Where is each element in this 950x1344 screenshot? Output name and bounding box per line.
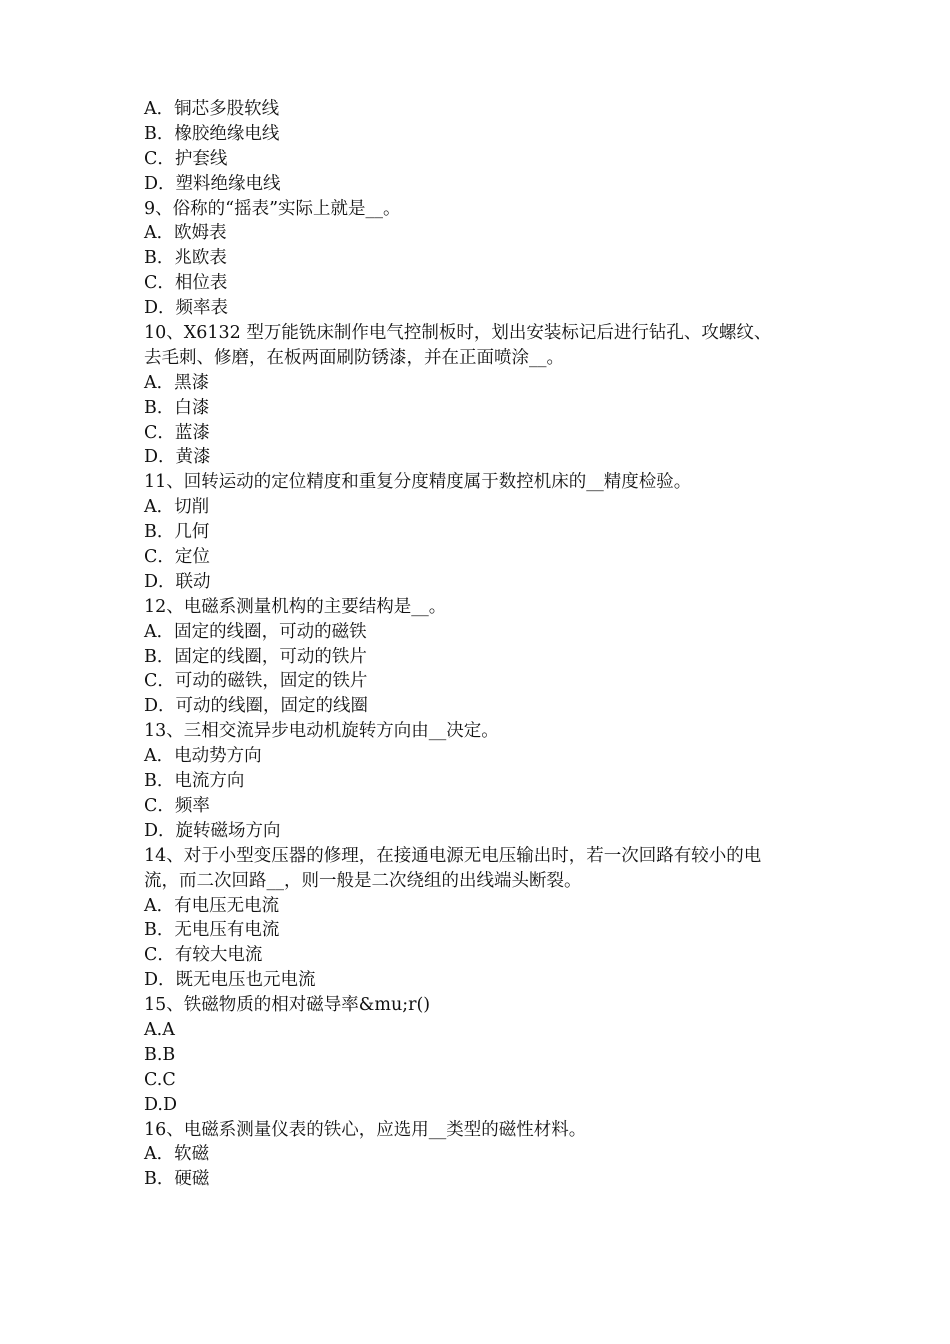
text-line: A．有电压无电流 <box>144 895 280 916</box>
text-line: 去毛刺、修磨，在板两面刷防锈漆，并在正面喷涂__。 <box>144 347 564 368</box>
text-line: D．黄漆 <box>144 447 211 468</box>
text-line: A．黑漆 <box>144 372 210 393</box>
text-line: B．兆欧表 <box>144 248 227 269</box>
text-line: A．固定的线圈，可动的磁铁 <box>144 621 367 642</box>
text-line: C．可动的磁铁，固定的铁片 <box>144 671 368 692</box>
text-line: C．频率 <box>144 795 210 816</box>
text-line: B.B <box>144 1044 176 1065</box>
question-text: 13、三相交流异步电动机旋转方向由__决定。 <box>144 721 499 742</box>
text-line: D．频率表 <box>144 298 229 319</box>
text-line: A．欧姆表 <box>144 223 227 244</box>
text-line: A．软磁 <box>144 1144 210 1165</box>
question-text: 11、回转运动的定位精度和重复分度精度属于数控机床的__精度检验。 <box>144 472 692 493</box>
text-line: A.A <box>144 1019 175 1040</box>
text-line: D．旋转磁场方向 <box>144 820 281 841</box>
text-line: B．固定的线圈，可动的铁片 <box>144 646 367 667</box>
text-line: C．护套线 <box>144 148 228 169</box>
text-line: B．电流方向 <box>144 771 245 792</box>
text-line: A．电动势方向 <box>144 746 262 767</box>
text-line: B．硬磁 <box>144 1169 210 1190</box>
question-text: 12、电磁系测量机构的主要结构是__。 <box>144 596 447 617</box>
question-text: 9、俗称的“摇表”实际上就是__。 <box>144 198 401 219</box>
text-line: C．定位 <box>144 547 210 568</box>
text-line: B．几何 <box>144 522 210 543</box>
question-text: 15、铁磁物质的相对磁导率&mu;r() <box>144 995 431 1016</box>
text-line: B．无电压有电流 <box>144 920 280 941</box>
text-line: A．切削 <box>144 497 210 518</box>
text-line: C．相位表 <box>144 273 228 294</box>
text-line: D．联动 <box>144 571 211 592</box>
text-line: A．铜芯多股软线 <box>144 99 280 119</box>
text-line: D．塑料绝缘电线 <box>144 173 281 194</box>
question-text: 16、电磁系测量仪表的铁心，应选用__类型的磁性材料。 <box>144 1119 587 1140</box>
question-text: 14、对于小型变压器的修理，在接通电源无电压输出时，若一次回路有较小的电 <box>144 845 762 866</box>
text-line: C．有较大电流 <box>144 945 263 966</box>
text-line: D．既无电压也元电流 <box>144 970 316 991</box>
text-line: B．白漆 <box>144 397 210 418</box>
text-line: D.D <box>144 1094 178 1115</box>
text-line: C．蓝漆 <box>144 422 210 443</box>
document-page <box>144 97 834 1192</box>
text-line: 流，而二次回路__，则一般是二次绕组的出线端头断裂。 <box>144 870 582 891</box>
text-line: C.C <box>144 1069 176 1090</box>
text-line: B．橡胶绝缘电线 <box>144 123 280 144</box>
text-line: D．可动的线圈，固定的线圈 <box>144 696 369 717</box>
question-text: 10、X6132 型万能铣床制作电气控制板时，划出安装标记后进行钻孔、攻螺纹、 <box>144 323 772 344</box>
